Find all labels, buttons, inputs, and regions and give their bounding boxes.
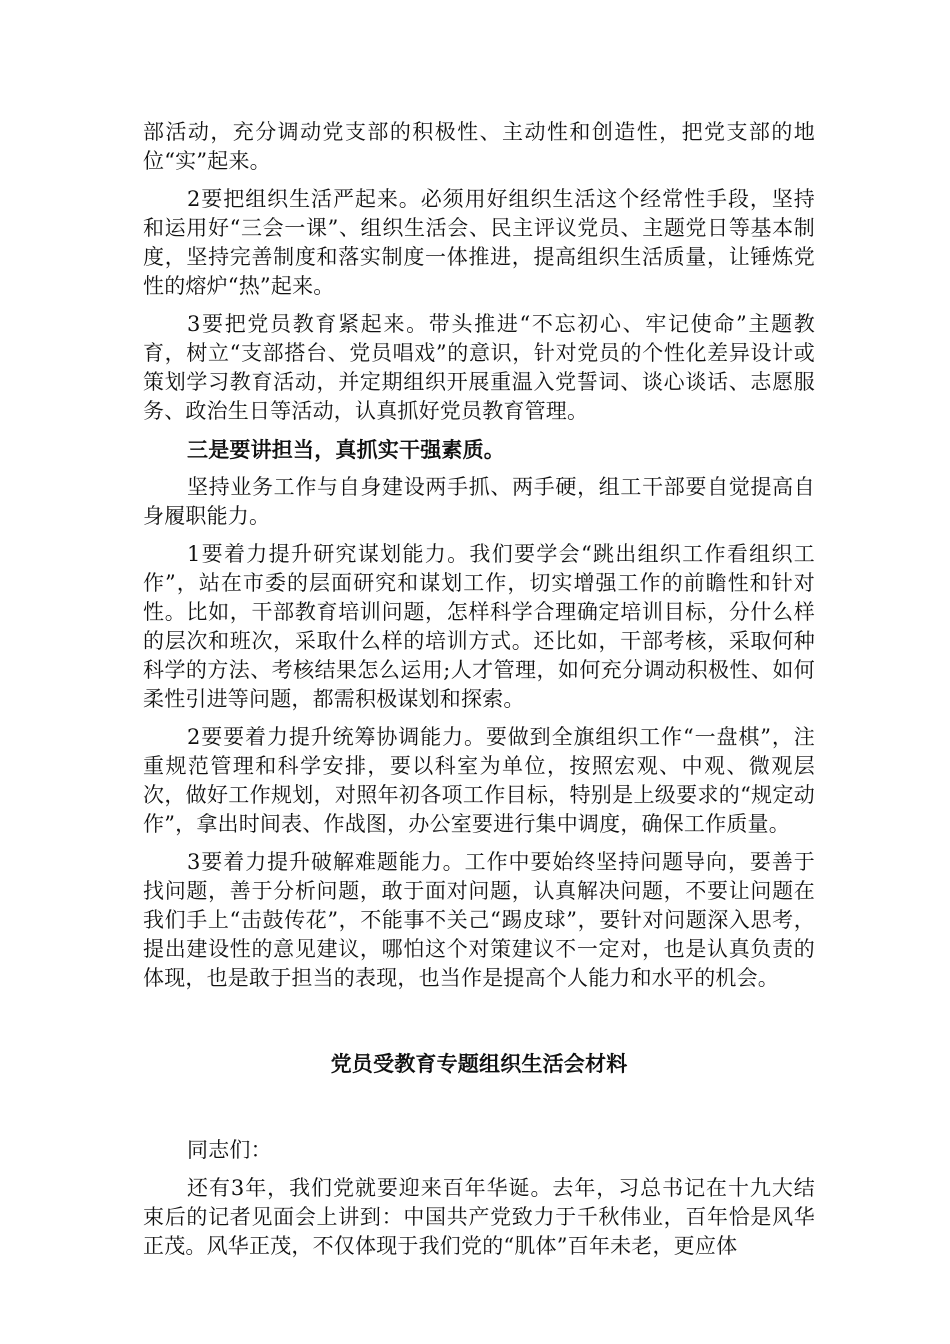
- paragraph-business-work: 坚持业务工作与自身建设两手抓、两手硬，组工干部要自觉提高自身履职能力。: [143, 475, 815, 528]
- paragraph-problem-solving: 3要着力提升破解难题能力。工作中要始终坚持问题导向，要善于找问题，善于分析问题，敢于面对问题，认真解决问题，不要让问题在我们手上“击鼓传花”，不能事不关己“踢皮球”，要针对问题深入思考，提出建设性的意见建议，哪怕这个对策建议不一定对，也是认真负责的体现，也是敢于担当的表现，也当作是提高个人能力和水平的机会。: [143, 850, 815, 990]
- paragraph-continuation: 部活动，充分调动党支部的积极性、主动性和创造性，把党支部的地位“实”起来。: [143, 120, 815, 173]
- paragraph-research-planning: 1要着力提升研究谋划能力。我们要学会“跳出组织工作看组织工作”，站在市委的层面研究和谋划工作，切实增强工作的前瞻性和针对性。比如，干部教育培训问题，怎样科学合理确定培训目标，分什么样的层次和班次，采取什么样的培训方式。还比如，干部考核，采取何种科学的方法、考核结果怎么运用;人才管理，如何充分调动积极性、如何柔性引进等问题，都需积极谋划和探索。: [143, 542, 815, 711]
- document-title: 党员受教育专题组织生活会材料: [330, 1051, 628, 1076]
- paragraph-opening: 还有3年，我们党就要迎来百年华诞。去年，习总书记在十九大结束后的记者见面会上讲到：中国共产党致力于千秋伟业，百年恰是风华正茂。风华正茂，不仅体现于我们党的“肌体”百年未老，更应体: [143, 1176, 815, 1258]
- paragraph-organization-life: 2要把组织生活严起来。必须用好组织生活这个经常性手段，坚持和运用好“三会一课”、组织生活会、民主评议党员、主题党日等基本制度，坚持完善制度和落实制度一体推进，提高组织生活质量，让锤炼党性的熔炉“热”起来。: [143, 187, 815, 298]
- section-heading-three: 三是要讲担当，真抓实干强素质。: [187, 437, 505, 462]
- salutation: 同志们：: [187, 1138, 272, 1162]
- paragraph-member-education: 3要把党员教育紧起来。带头推进“不忘初心、牢记使命”主题教育，树立“支部搭台、党员唱戏”的意识，针对党员的个性化差异设计或策划学习教育活动，并定期组织开展重温入党誓词、谈心谈话、志愿服务、政治生日等活动，认真抓好党员教育管理。: [143, 312, 815, 423]
- document-page: [143, 118, 815, 1270]
- paragraph-coordination: 2要要着力提升统筹协调能力。要做到全旗组织工作“一盘棋”，注重规范管理和科学安排，要以科室为单位，按照宏观、中观、微观层次，做好工作规划，对照年初各项工作目标，特别是上级要求的“规定动作”，拿出时间表、作战图，办公室要进行集中调度，确保工作质量。: [143, 725, 815, 836]
